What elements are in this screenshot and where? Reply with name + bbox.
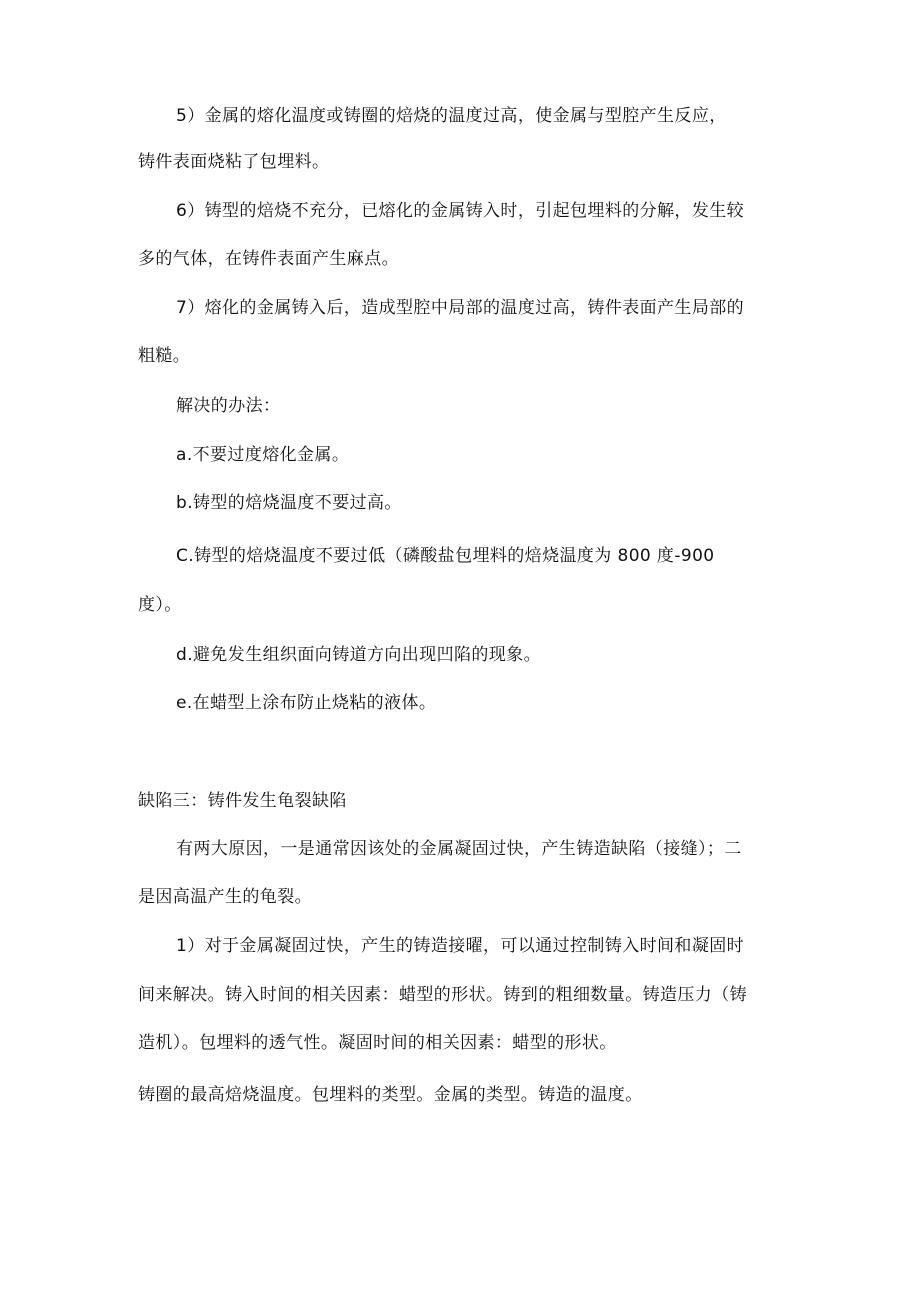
- defect-3-para-2-line-1: 1）对于金属凝固过快，产生的铸造接曜，可以通过控制铸入时间和凝固时: [176, 936, 745, 956]
- solution-item-d: d.避免发生组织面向铸道方向出现凹陷的现象。: [176, 645, 541, 665]
- defect-3-para-2-line-3: 造机）。包埋料的透气性。凝固时间的相关因素：蜡型的形状。: [138, 1033, 617, 1053]
- solution-item-a: a.不要过度熔化金属。: [176, 445, 350, 465]
- solution-item-b: b.铸型的焙烧温度不要过高。: [176, 493, 402, 513]
- defect-3-heading: 缺陷三：铸件发生龟裂缺陷: [138, 791, 347, 811]
- cause-6-line-2: 多的气体，在铸件表面产生麻点。: [138, 249, 399, 269]
- solution-item-c-line-1: C.铸型的焙烧温度不要过低（磷酸盐包埋料的焙烧温度为 800 度-900: [176, 546, 715, 566]
- defect-3-para-1-line-2: 是因高温产生的龟裂。: [138, 887, 312, 907]
- cause-5-line-2: 铸件表面烧粘了包埋料。: [138, 152, 330, 172]
- defect-3-para-3: 铸圈的最高焙烧温度。包埋料的类型。金属的类型。铸造的温度。: [138, 1085, 643, 1105]
- solution-item-c-line-2: 度）。: [138, 595, 182, 615]
- cause-7-line-2: 粗糙。: [138, 346, 191, 366]
- solution-heading: 解决的办法：: [176, 396, 281, 416]
- cause-7-line-1: 7）熔化的金属铸入后，造成型腔中局部的温度过高，铸件表面产生局部的: [176, 298, 745, 318]
- cause-5-line-1: 5）金属的熔化温度或铸圈的焙烧的温度过高，使金属与型腔产生反应，: [176, 106, 727, 126]
- solution-item-e: e.在蜡型上涂布防止烧粘的液体。: [176, 693, 437, 713]
- cause-6-line-1: 6）铸型的焙烧不充分，已熔化的金属铸入时，引起包埋料的分解，发生较: [176, 201, 745, 221]
- defect-3-para-1-line-1: 有两大原因，一是通常因该处的金属凝固过快，产生铸造缺陷（接缝）；二: [176, 839, 742, 859]
- defect-3-para-2-line-2: 间来解决。铸入时间的相关因素：蜡型的形状。铸到的粗细数量。铸造压力（铸: [138, 985, 747, 1005]
